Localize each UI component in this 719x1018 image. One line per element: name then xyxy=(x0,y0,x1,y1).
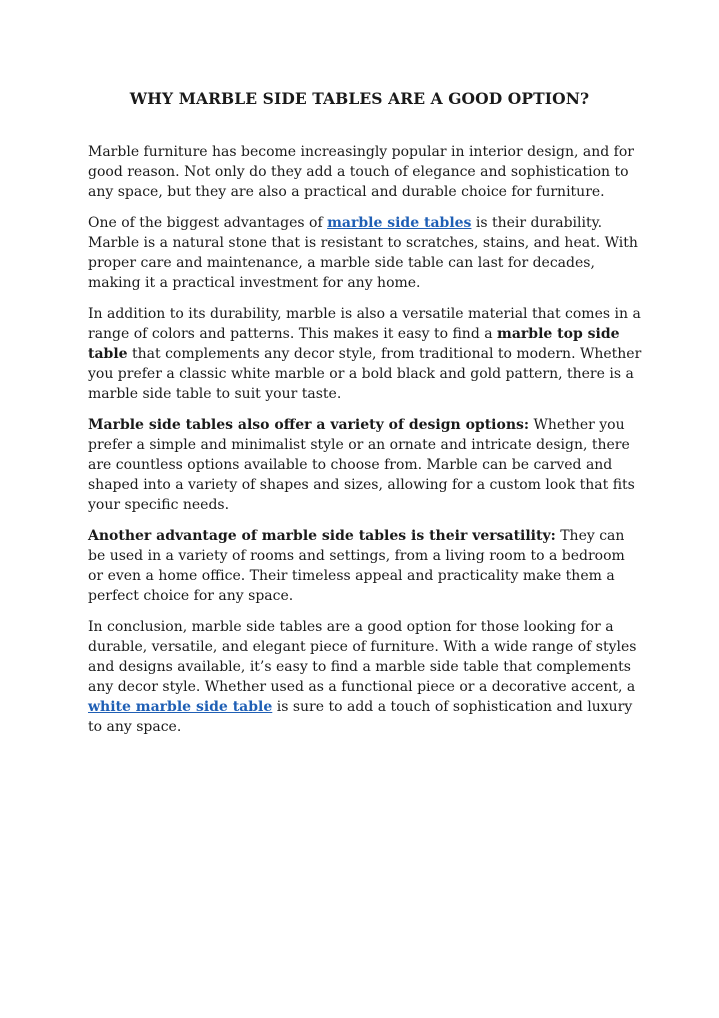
paragraph-text: They can be used in a variety of rooms and settings, from a living room to a bedroom or even a home office. Their timeless appeal and practicality make them a perfect choice for any space. xyxy=(88,528,625,604)
paragraph-text: In conclusion, marble side tables are a good option for those looking for a durable, versatile, and elegant piece of furniture. With a wide range of styles and designs available, it’s easy to find a marble side table that complements any decor style. Whether used as a functional piece or a decorative accent, a xyxy=(88,619,637,695)
marble-side-tables-link[interactable]: marble side tables xyxy=(327,215,472,231)
paragraph-text: is sure to add a touch of sophistication and luxury to any space. xyxy=(88,699,633,735)
paragraph-intro: Marble furniture has become increasingly popular in interior design, and for good reason. Not only do they add a touch of elegance and sophistication to any space, but they are also a practical and durable choice for furniture. xyxy=(88,144,634,200)
bold-lead: Another advantage of marble side tables is their versatility: xyxy=(88,528,556,544)
paragraph-durability xyxy=(88,213,644,293)
paragraph-conclusion xyxy=(88,617,644,737)
document-body xyxy=(88,142,644,748)
paragraph-text: In addition to its durability, marble is also a versatile material that comes in a range of colors and patterns. This makes it easy to find a xyxy=(88,306,641,342)
paragraph-text: One of the biggest advantages of xyxy=(88,215,328,231)
bold-lead: Marble side tables also offer a variety of design options: xyxy=(88,417,530,433)
document-title: WHY MARBLE SIDE TABLES ARE A GOOD OPTION? xyxy=(129,89,590,108)
paragraph-design-options xyxy=(88,415,644,515)
white-marble-side-table-link[interactable]: white marble side table xyxy=(88,699,273,715)
paragraph-text: is their durability. Marble is a natural stone that is resistant to scratches, stains, and heat. With proper care and maintenance, a marble side table can last for decades, making it a practical investment for any home. xyxy=(88,215,638,291)
paragraph-versatile-material xyxy=(88,304,644,404)
paragraph-text: Whether you prefer a simple and minimalist style or an ornate and intricate design, there are countless options available to choose from. Marble can be carved and shaped into a variety of shapes and sizes, allowing for a custom look that fits your specific needs. xyxy=(88,417,635,513)
bold-phrase: marble top side table xyxy=(88,326,620,362)
paragraph-text: that complements any decor style, from traditional to modern. Whether you prefer a classic white marble or a bold black and gold pattern, there is a marble side table to suit your taste. xyxy=(88,346,642,402)
paragraph-versatility xyxy=(88,526,644,606)
